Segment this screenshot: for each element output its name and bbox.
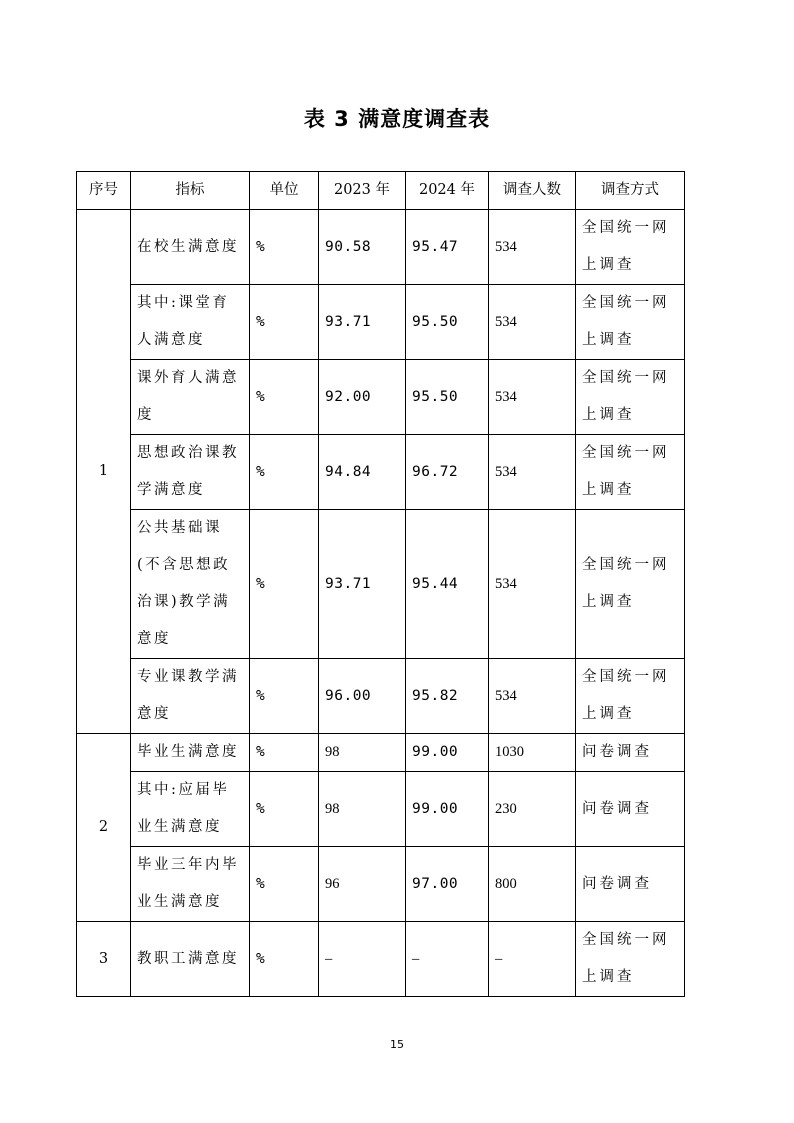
value-2024-cell: 95.50 bbox=[406, 285, 489, 360]
table-row bbox=[77, 210, 685, 285]
table-row bbox=[77, 734, 685, 772]
unit-cell: % bbox=[250, 210, 319, 285]
value-2023-cell: 92.00 bbox=[319, 360, 406, 435]
method-cell: 问卷调查 bbox=[576, 847, 685, 922]
unit-cell: % bbox=[250, 285, 319, 360]
table-row bbox=[77, 435, 685, 510]
count-cell: – bbox=[489, 922, 576, 997]
value-2024-cell: 95.50 bbox=[406, 360, 489, 435]
value-2023-cell: 93.71 bbox=[319, 510, 406, 659]
value-2023-cell: 96.00 bbox=[319, 659, 406, 734]
seq-cell: 1 bbox=[77, 210, 131, 734]
unit-cell: % bbox=[250, 659, 319, 734]
table-row bbox=[77, 772, 685, 847]
value-2024-cell: 96.72 bbox=[406, 435, 489, 510]
unit-cell: % bbox=[250, 360, 319, 435]
unit-cell: % bbox=[250, 734, 319, 772]
value-2023-cell: 90.58 bbox=[319, 210, 406, 285]
indicator-cell: 教职工满意度 bbox=[131, 922, 250, 997]
count-cell: 534 bbox=[489, 285, 576, 360]
indicator-cell: 毕业三年内毕业生满意度 bbox=[131, 847, 250, 922]
count-cell: 534 bbox=[489, 210, 576, 285]
count-cell: 800 bbox=[489, 847, 576, 922]
unit-cell: % bbox=[250, 847, 319, 922]
unit-cell: % bbox=[250, 435, 319, 510]
indicator-cell: 毕业生满意度 bbox=[131, 734, 250, 772]
unit-cell: % bbox=[250, 772, 319, 847]
indicator-cell: 其中:应届毕业生满意度 bbox=[131, 772, 250, 847]
method-cell: 全国统一网上调查 bbox=[576, 285, 685, 360]
value-2024-cell: – bbox=[406, 922, 489, 997]
count-cell: 230 bbox=[489, 772, 576, 847]
header-2024: 2024 年 bbox=[406, 172, 489, 210]
indicator-cell: 在校生满意度 bbox=[131, 210, 250, 285]
method-cell: 问卷调查 bbox=[576, 772, 685, 847]
table-row bbox=[77, 510, 685, 659]
method-cell: 全国统一网上调查 bbox=[576, 510, 685, 659]
header-seq: 序号 bbox=[77, 172, 131, 210]
unit-cell: % bbox=[250, 922, 319, 997]
page-title: 表 3 满意度调查表 bbox=[303, 107, 491, 131]
indicator-cell: 公共基础课(不含思想政治课)教学满意度 bbox=[131, 510, 250, 659]
method-cell: 问卷调查 bbox=[576, 734, 685, 772]
method-cell: 全国统一网上调查 bbox=[576, 360, 685, 435]
value-2024-cell: 95.44 bbox=[406, 510, 489, 659]
method-cell: 全国统一网上调查 bbox=[576, 210, 685, 285]
indicator-cell: 思想政治课教学满意度 bbox=[131, 435, 250, 510]
value-2024-cell: 99.00 bbox=[406, 734, 489, 772]
method-cell: 全国统一网上调查 bbox=[576, 435, 685, 510]
count-cell: 534 bbox=[489, 510, 576, 659]
table-row bbox=[77, 659, 685, 734]
value-2023-cell: 94.84 bbox=[319, 435, 406, 510]
value-2023-cell: 98 bbox=[319, 734, 406, 772]
header-unit: 单位 bbox=[250, 172, 319, 210]
page-number: 15 bbox=[390, 1038, 404, 1051]
table-row bbox=[77, 360, 685, 435]
header-indicator: 指标 bbox=[131, 172, 250, 210]
seq-cell: 3 bbox=[77, 922, 131, 997]
value-2024-cell: 95.47 bbox=[406, 210, 489, 285]
count-cell: 534 bbox=[489, 435, 576, 510]
value-2023-cell: 93.71 bbox=[319, 285, 406, 360]
table-header-row bbox=[77, 172, 685, 210]
table-row bbox=[77, 922, 685, 997]
value-2024-cell: 95.82 bbox=[406, 659, 489, 734]
header-2023: 2023 年 bbox=[319, 172, 406, 210]
count-cell: 534 bbox=[489, 659, 576, 734]
indicator-cell: 课外育人满意度 bbox=[131, 360, 250, 435]
value-2023-cell: – bbox=[319, 922, 406, 997]
unit-cell: % bbox=[250, 510, 319, 659]
value-2023-cell: 96 bbox=[319, 847, 406, 922]
method-cell: 全国统一网上调查 bbox=[576, 659, 685, 734]
header-method: 调查方式 bbox=[576, 172, 685, 210]
header-count: 调查人数 bbox=[489, 172, 576, 210]
method-cell: 全国统一网上调查 bbox=[576, 922, 685, 997]
seq-cell: 2 bbox=[77, 734, 131, 922]
count-cell: 534 bbox=[489, 360, 576, 435]
value-2024-cell: 99.00 bbox=[406, 772, 489, 847]
satisfaction-survey-table bbox=[76, 171, 685, 997]
indicator-cell: 其中:课堂育人满意度 bbox=[131, 285, 250, 360]
value-2024-cell: 97.00 bbox=[406, 847, 489, 922]
count-cell: 1030 bbox=[489, 734, 576, 772]
table-row bbox=[77, 847, 685, 922]
indicator-cell: 专业课教学满意度 bbox=[131, 659, 250, 734]
value-2023-cell: 98 bbox=[319, 772, 406, 847]
table-row bbox=[77, 285, 685, 360]
